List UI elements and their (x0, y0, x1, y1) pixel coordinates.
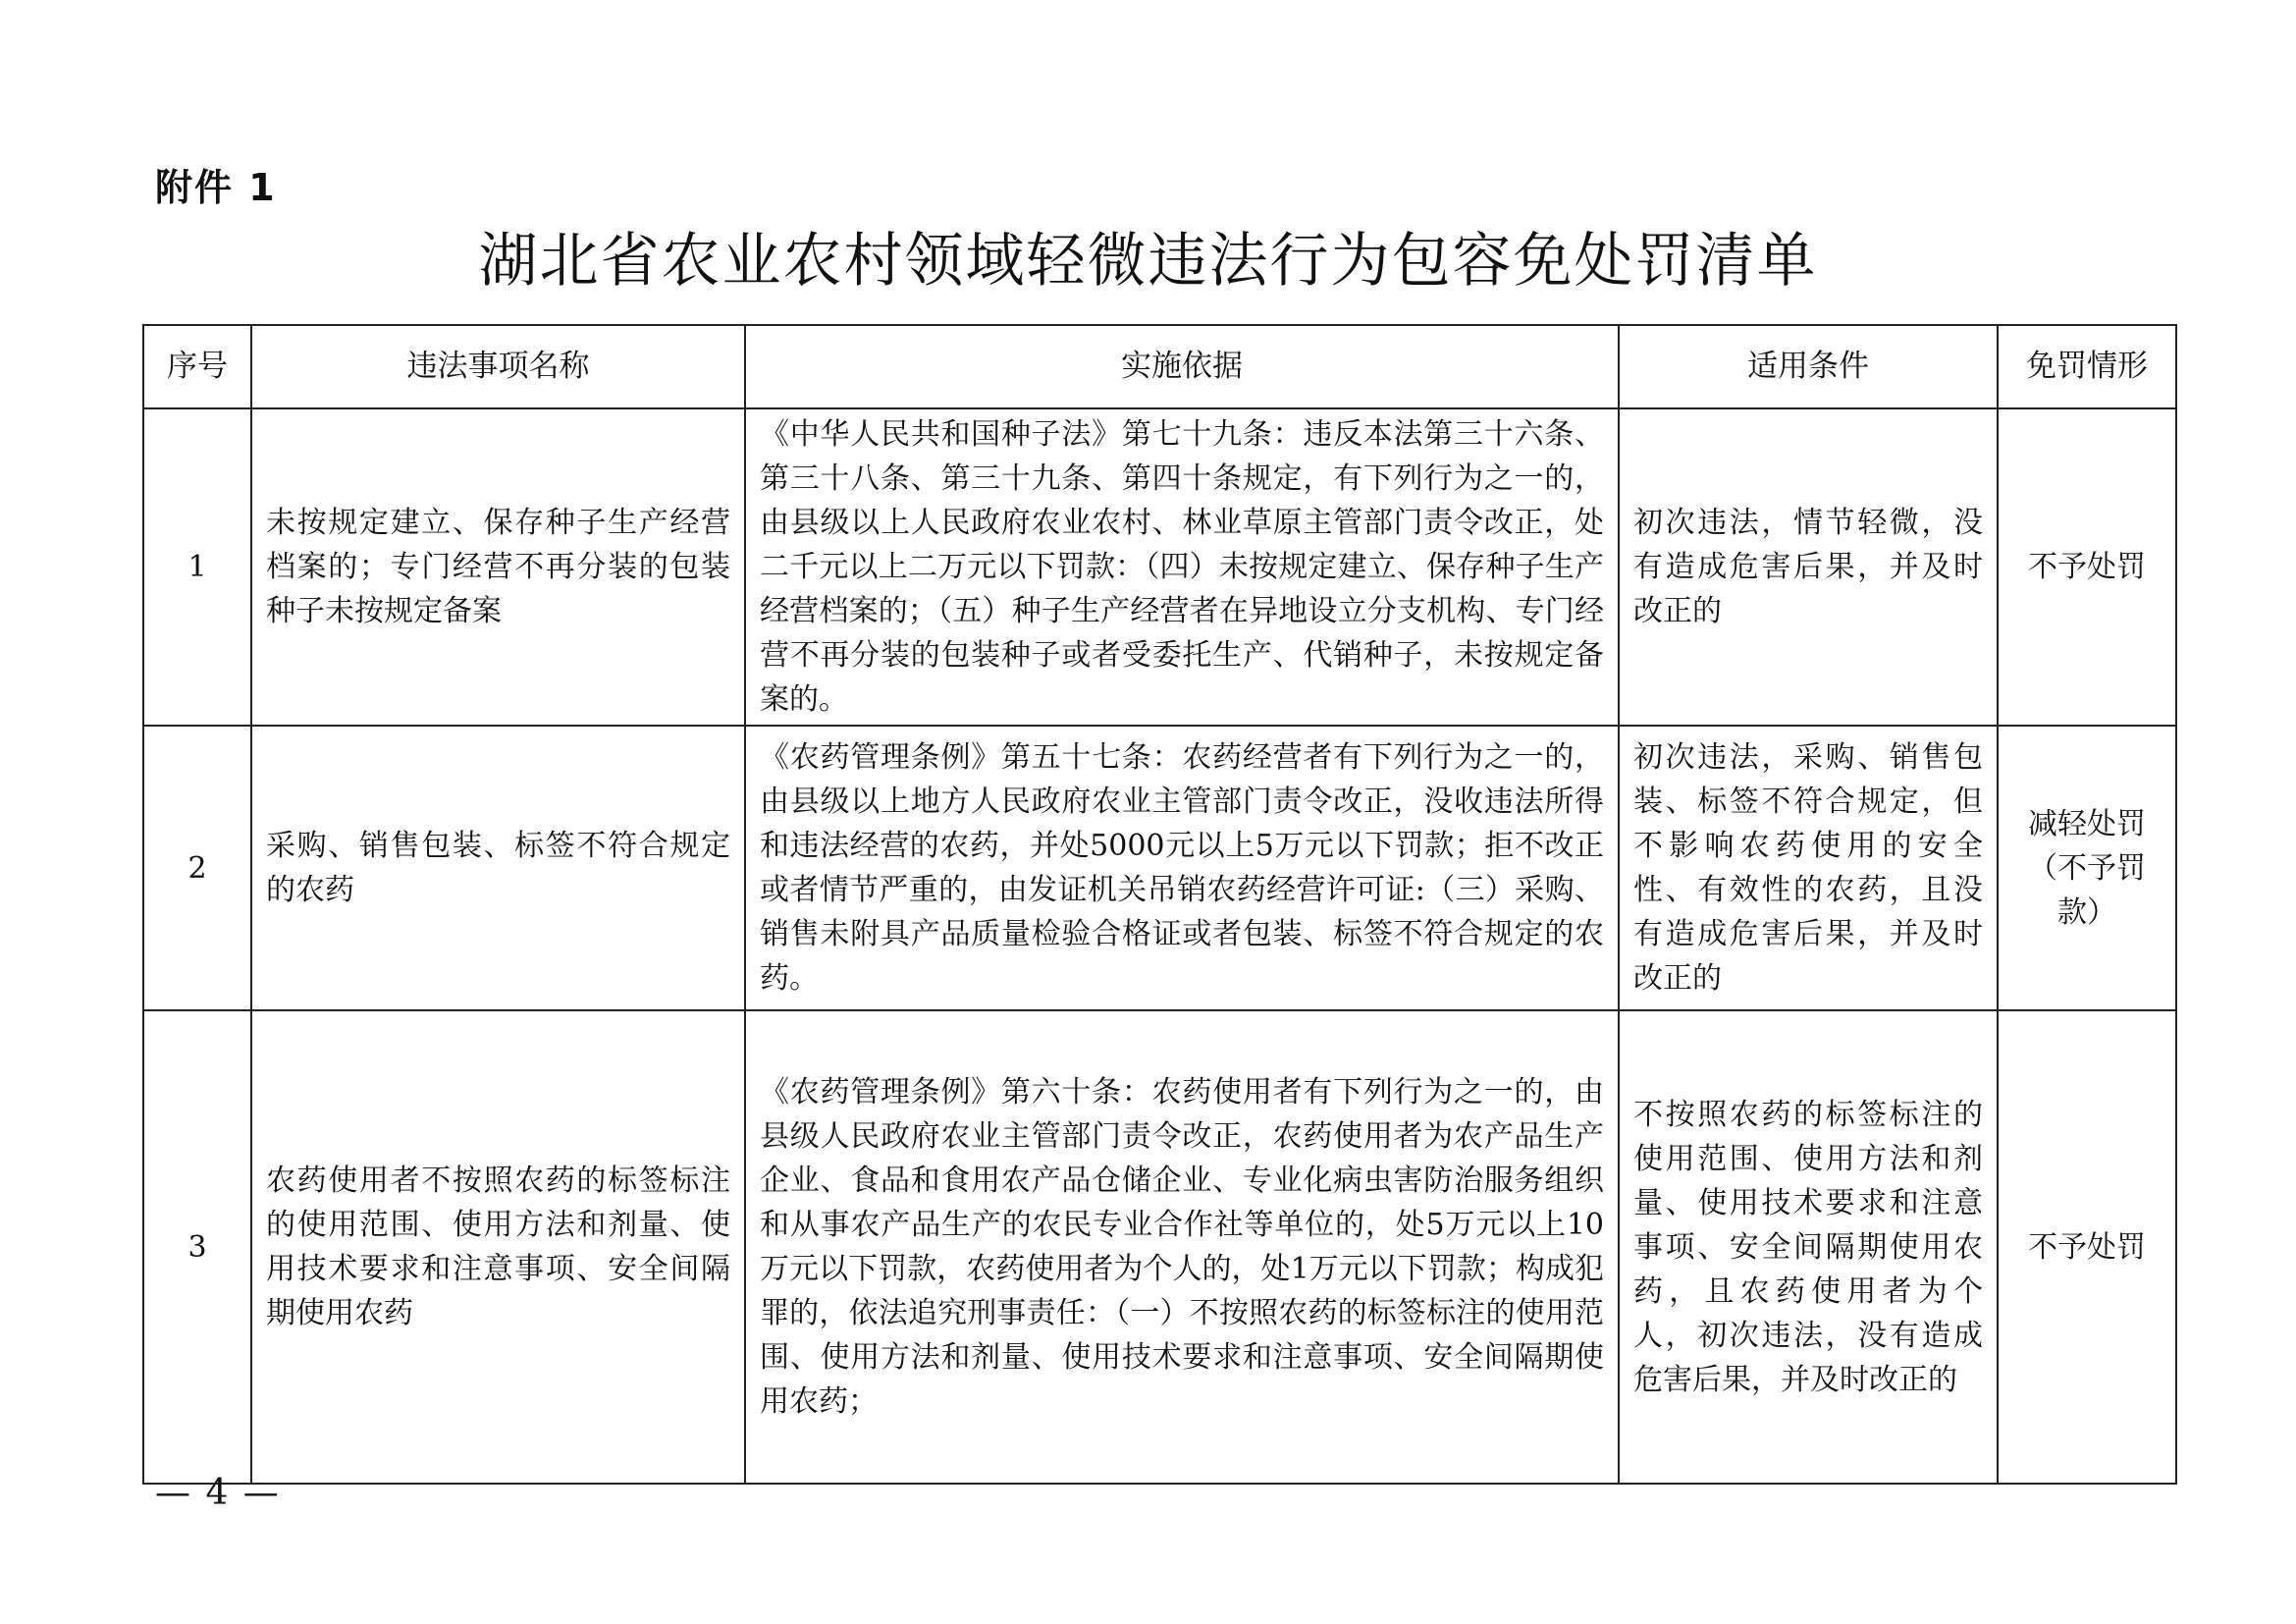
row-number: 1 (143, 408, 251, 726)
column-header-name: 违法事项名称 (251, 325, 745, 408)
row-number: 3 (143, 1010, 251, 1484)
attachment-label: 附件 1 (155, 166, 277, 209)
applicable-condition: 初次违法，采购、销售包装、标签不符合规定，但不影响农药使用的安全性、有效性的农药，且没有造成危害后果，并及时改正的 (1619, 726, 1998, 1010)
page-number: — 4 — (155, 1473, 281, 1513)
column-header-no: 序号 (143, 325, 251, 408)
violation-name: 农药使用者不按照农药的标签标注的使用范围、使用方法和剂量、使用技术要求和注意事项、安全间隔期使用农药 (251, 1010, 745, 1484)
legal-basis: 《农药管理条例》第六十条：农药使用者有下列行为之一的，由县级人民政府农业主管部门责令改正，农药使用者为农产品生产企业、食品和食用农产品仓储企业、专业化病虫害防治服务组织和从事农产品生产的农民专业合作社等单位的，处5万元以上10万元以下罚款，农药使用者为个人的，处1万元以下罚款；构成犯罪的，依法追究刑事责任：（一）不按照农药的标签标注的使用范围、使用方法和剂量、使用技术要求和注意事项、安全间隔期使用农药； (745, 1010, 1619, 1484)
table-row (143, 726, 2176, 1010)
exemption-result: 减轻处罚（不予罚款） (1998, 726, 2176, 1010)
table-row (143, 408, 2176, 726)
table-row (143, 1010, 2176, 1484)
penalty-exemption-table (142, 324, 2177, 1485)
row-number: 2 (143, 726, 251, 1010)
exemption-result: 不予处罚 (1998, 1010, 2176, 1484)
document-title: 湖北省农业农村领域轻微违法行为包容免处罚清单 (478, 227, 1818, 296)
table-header-row (143, 325, 2176, 408)
violation-name: 未按规定建立、保存种子生产经营档案的；专门经营不再分装的包装种子未按规定备案 (251, 408, 745, 726)
column-header-condition: 适用条件 (1619, 325, 1998, 408)
legal-basis: 《农药管理条例》第五十七条：农药经营者有下列行为之一的，由县级以上地方人民政府农业主管部门责令改正，没收违法所得和违法经营的农药，并处5000元以上5万元以下罚款；拒不改正或者情节严重的，由发证机关吊销农药经营许可证:（三）采购、销售未附具产品质量检验合格证或者包装、标签不符合规定的农药。 (745, 726, 1619, 1010)
applicable-condition: 初次违法，情节轻微，没有造成危害后果，并及时改正的 (1619, 408, 1998, 726)
column-header-basis: 实施依据 (745, 325, 1619, 408)
exemption-result: 不予处罚 (1998, 408, 2176, 726)
legal-basis: 《中华人民共和国种子法》第七十九条：违反本法第三十六条、第三十八条、第三十九条、第四十条规定，有下列行为之一的，由县级以上人民政府农业农村、林业草原主管部门责令改正，处二千元以上二万元以下罚款：（四）未按规定建立、保存种子生产经营档案的；（五）种子生产经营者在异地设立分支机构、专门经营不再分装的包装种子或者受委托生产、代销种子，未按规定备案的。 (745, 408, 1619, 726)
applicable-condition: 不按照农药的标签标注的使用范围、使用方法和剂量、使用技术要求和注意事项、安全间隔期使用农药，且农药使用者为个人，初次违法，没有造成危害后果，并及时改正的 (1619, 1010, 1998, 1484)
violation-name: 采购、销售包装、标签不符合规定的农药 (251, 726, 745, 1010)
column-header-result: 免罚情形 (1998, 325, 2176, 408)
